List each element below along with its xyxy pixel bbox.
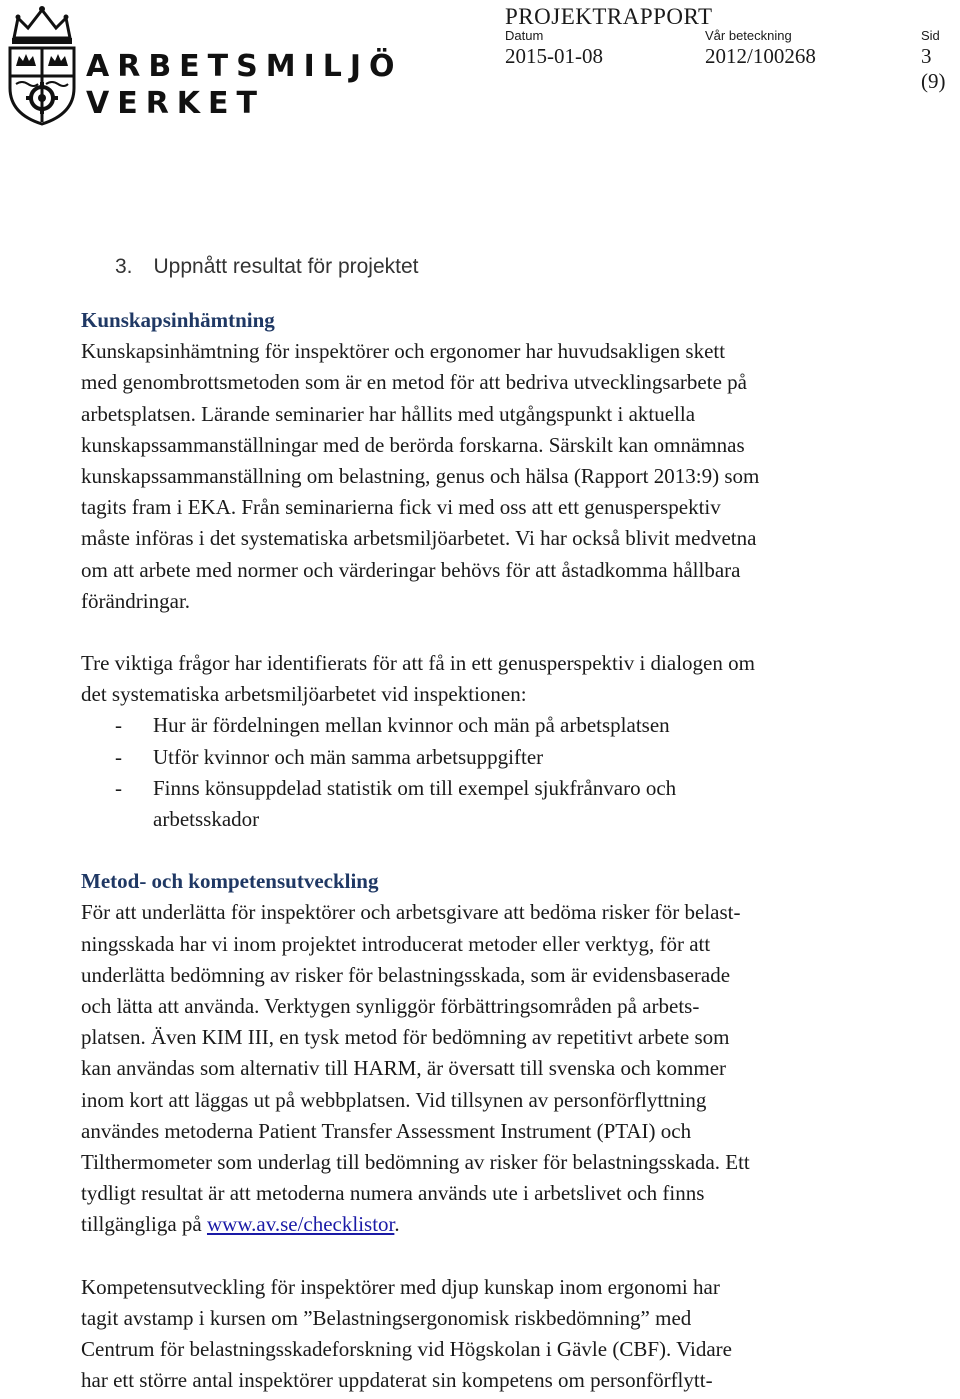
text-line: Kunskapsinhämtning för inspektörer och ergonomer har huvudsakligen skett <box>81 339 726 364</box>
paragraph-tre-fragor <box>81 648 881 710</box>
text-line: tagits fram i EKA. Från seminarierna fick vi med oss att ett genusperspektiv <box>81 495 721 520</box>
text-line: arbetsplatsen. Lärande seminarier har hållits med utgångspunkt i aktuella <box>81 401 696 426</box>
text-line: tagit avstamp i kursen om ”Belastningsergonomisk riskbedömning” med <box>81 1305 692 1330</box>
reference-value: 2012/100268 <box>705 44 816 68</box>
list-item <box>81 710 881 741</box>
list-item-text: Hur är fördelningen mellan kvinnor och män på arbetsplatsen <box>153 713 670 738</box>
list-dash: - <box>115 775 122 800</box>
text-line: kunskapssammanställningar med de berörda forskarna. Särskilt kan omnämnas <box>81 432 745 457</box>
text-line: För att underlätta för inspektörer och arbetsgivare att bedöma risker för belast- <box>81 900 741 925</box>
reference-label: Vår beteckning <box>705 28 792 43</box>
list-dash: - <box>115 713 122 738</box>
logo-text-line2: VERKET <box>86 86 266 121</box>
text-line: om att arbete med normer och värderingar behövs för att åstadkomma hållbara <box>81 557 741 582</box>
logo-text-line1: ARBETSMILJÖ <box>86 49 403 84</box>
subheading-kunskap: Kunskapsinhämtning <box>81 308 275 332</box>
text-line: platsen. Även KIM III, en tysk metod för bedömning av repetitivt arbete som <box>81 1025 730 1050</box>
document-type: PROJEKTRAPPORT <box>505 4 713 29</box>
text-line: har ett större antal inspektörer uppdaterat sin kompetens om personförflytt- <box>81 1368 713 1393</box>
text-line: tydligt resultat är att metoderna numera används ute i arbetslivet och finns <box>81 1181 705 1206</box>
text-fragment: . <box>394 1212 400 1237</box>
paragraph-kunskap <box>81 336 881 617</box>
paragraph-metod <box>81 897 881 1240</box>
subheading-metod: Metod- och kompetensutveckling <box>81 869 379 894</box>
paragraph-kompetens <box>81 1272 881 1397</box>
text-line: Tre viktiga frågor har identifierats för att få in ett genusperspektiv i dialogen om <box>81 651 755 676</box>
list-item-text: Finns könsuppdelad statistik om till exempel sjukfrånvaro och <box>153 775 677 800</box>
text-line: Kompetensutveckling för inspektörer med djup kunskap inom ergonomi har <box>81 1274 720 1299</box>
agency-logo <box>0 0 403 130</box>
text-line: kan användas som alternativ till HARM, är översatt till svenska och kommer <box>81 1056 727 1081</box>
page-number: 3 (9) <box>921 44 946 93</box>
list-item-text: Utför kvinnor och män samma arbetsuppgifter <box>153 744 544 769</box>
text-line-with-link <box>81 1209 881 1240</box>
section-number: 3. <box>115 255 133 278</box>
text-line: underlätta bedömning av risker för belastningsskada, som är evidensbaserade <box>81 962 731 987</box>
text-line: förändringar. <box>81 588 191 613</box>
date-value: 2015-01-08 <box>505 44 603 68</box>
text-line: med genombrottsmetoden som är en metod för att bedriva utvecklingsarbete på <box>81 370 747 395</box>
text-line: Centrum för belastningsskadeforskning vid Högskolan i Gävle (CBF). Vidare <box>81 1337 732 1362</box>
text-fragment: tillgängliga på <box>81 1212 207 1237</box>
text-line: och lätta att använda. Verktygen synliggör förbättringsområden på arbets- <box>81 994 700 1019</box>
date-label: Datum <box>505 28 544 43</box>
text-line: ningsskada har vi inom projektet introducerat metoder eller verktyg, för att <box>81 931 711 956</box>
text-line: måste införas i det systematiska arbetsmiljöarbetet. Vi har också blivit medvetna <box>81 526 757 551</box>
coat-of-arms-icon <box>2 4 82 126</box>
list-item <box>81 773 881 835</box>
list-item <box>81 742 881 773</box>
section-title: Uppnått resultat för projektet <box>153 255 419 278</box>
page-label: Sid <box>921 28 940 43</box>
checklistor-link[interactable]: www.av.se/checklistor <box>206 1212 395 1237</box>
list-item-text: arbetsskador <box>153 807 260 832</box>
list-dash: - <box>115 744 122 769</box>
report-body <box>81 305 881 1397</box>
text-line: Tilthermometer som underlag till bedömning av risker för belastningsskada. Ett <box>81 1150 750 1175</box>
text-line: kunskapssammanställning om belastning, genus och hälsa (Rapport 2013:9) som <box>81 464 760 489</box>
text-line: det systematiska arbetsmiljöarbetet vid inspektionen: <box>81 682 527 707</box>
text-line: användes metoderna Patient Transfer Assessment Instrument (PTAI) och <box>81 1118 692 1143</box>
section-heading <box>115 255 419 279</box>
text-line: inom kort att läggas ut på webbplatsen. Vid tillsynen av personförflyttning <box>81 1087 707 1112</box>
